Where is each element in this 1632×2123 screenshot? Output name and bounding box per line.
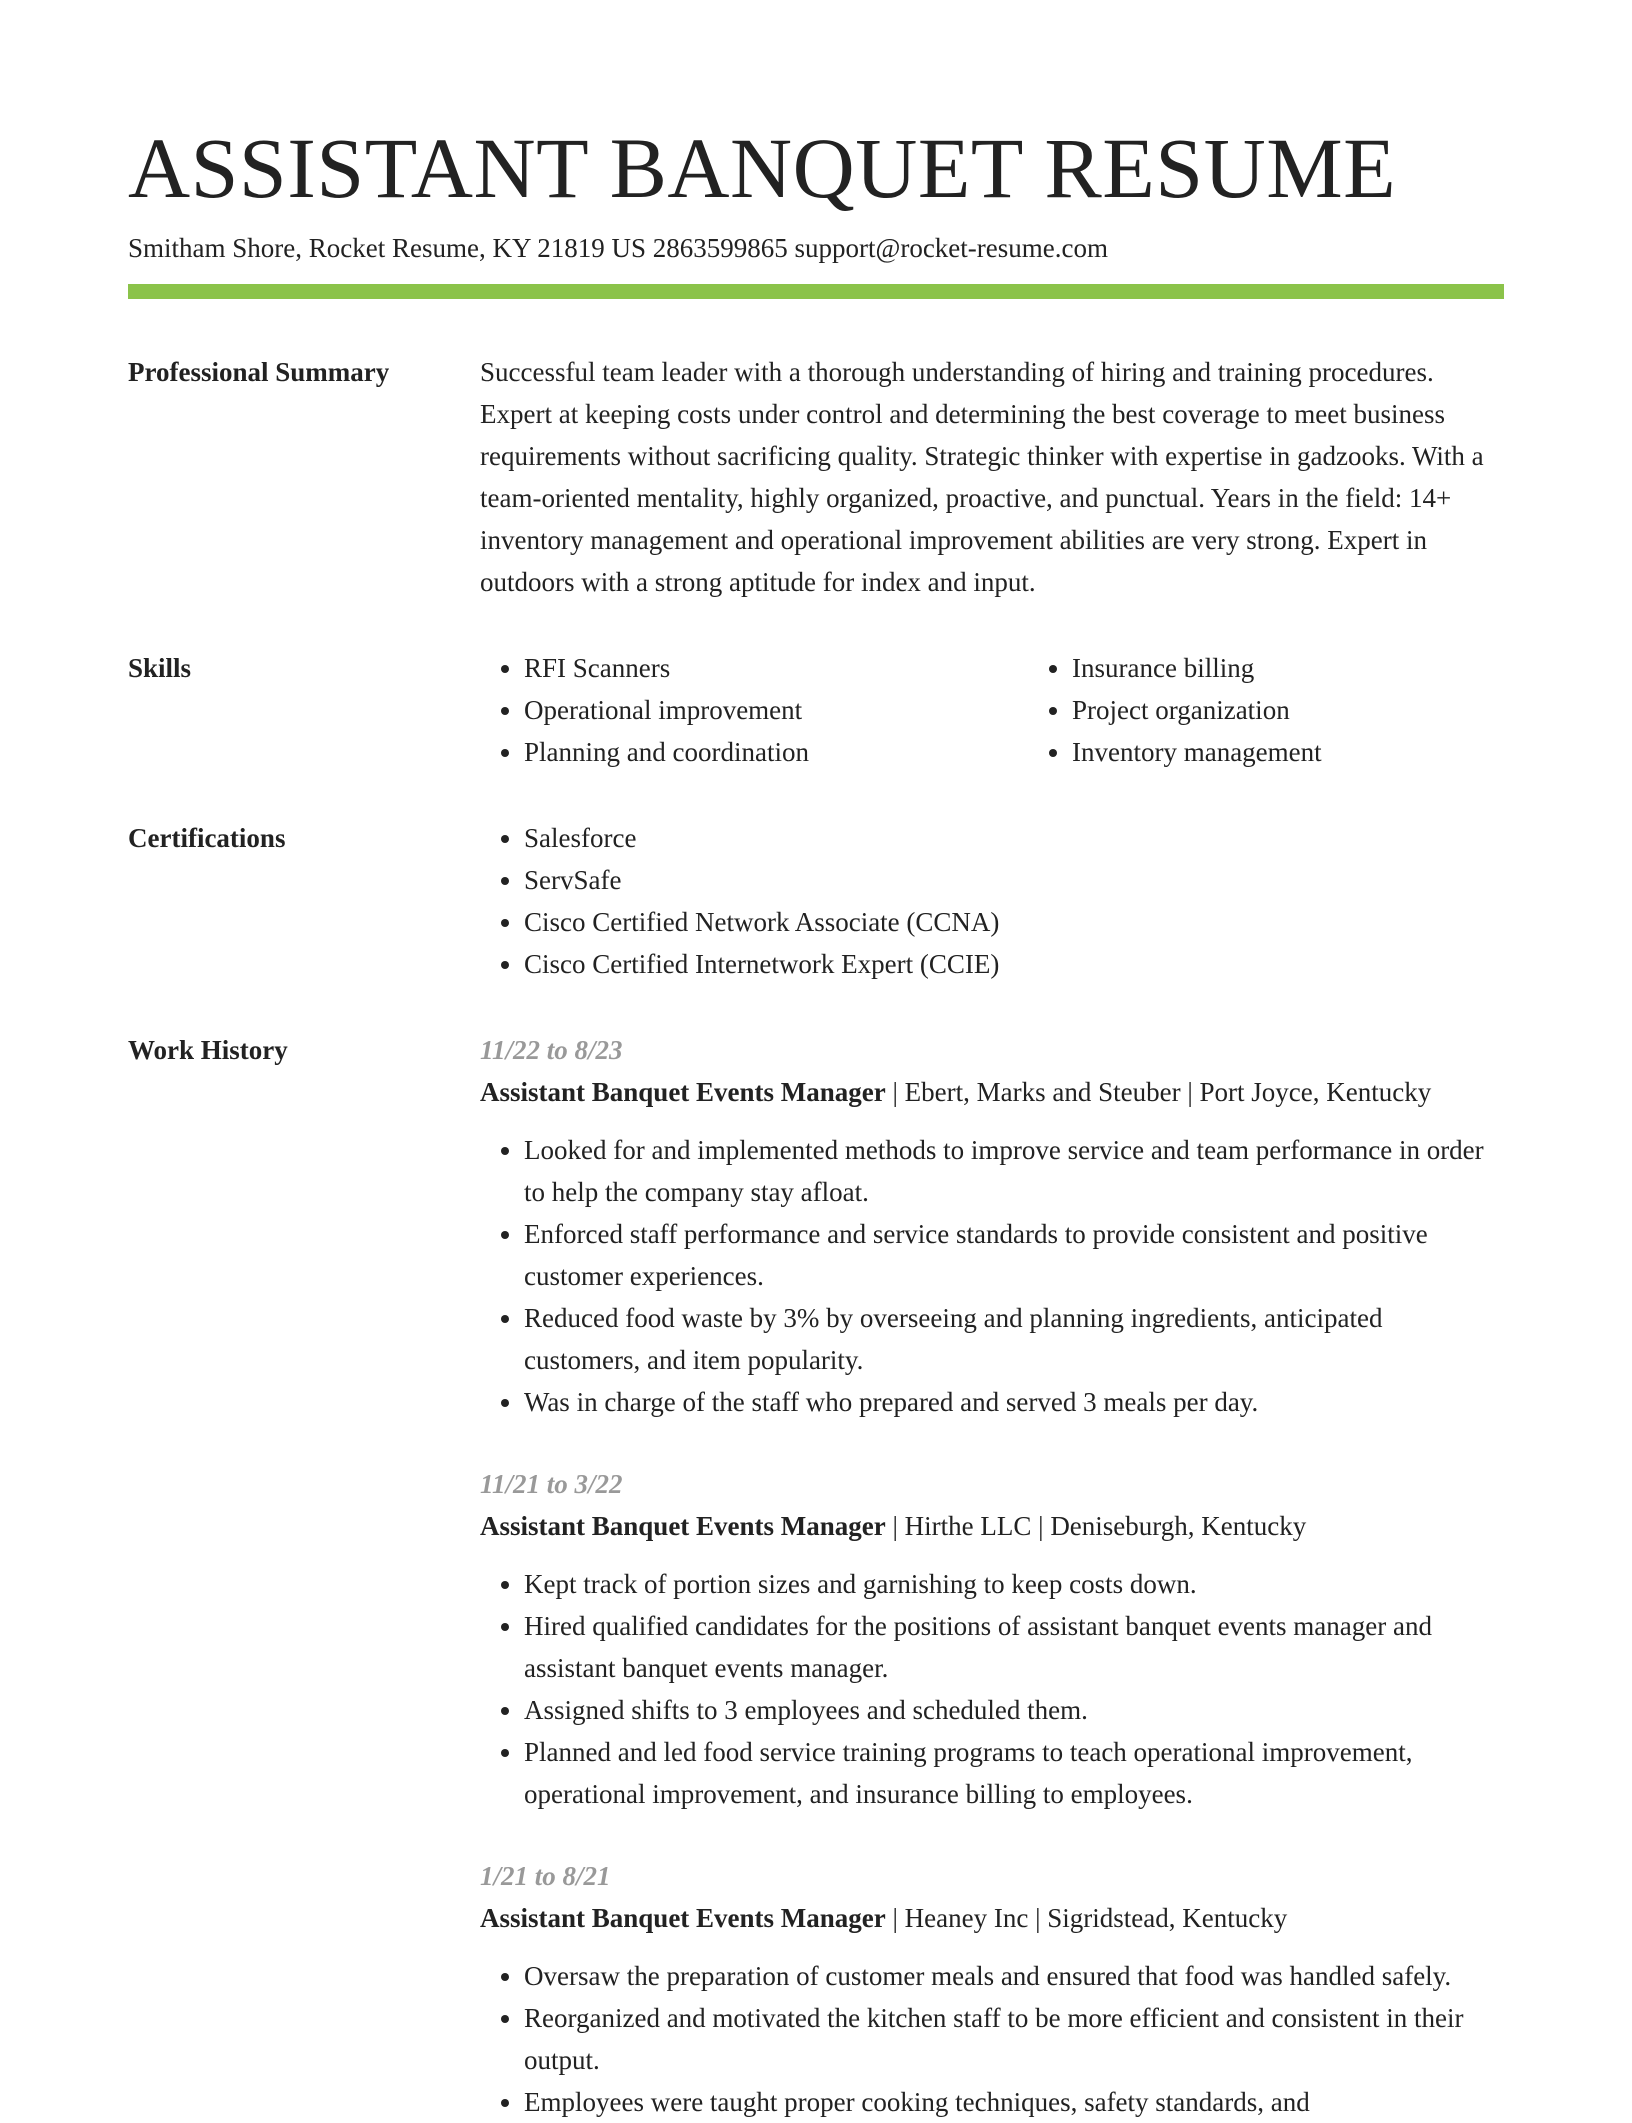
job-title: Assistant Banquet Events Manager [480, 1903, 886, 1933]
job-heading [480, 1071, 1504, 1113]
section-label-summary: Professional Summary [128, 357, 390, 387]
section-label-work-history: Work History [128, 1035, 288, 1065]
job-entry [480, 1855, 1504, 2123]
list-item: • Insurance billing [1072, 647, 1576, 689]
skills-content [480, 647, 1576, 773]
list-item: • Cisco Certified Internetwork Expert (CCIE) [524, 943, 1504, 985]
list-item: • Was in charge of the staff who prepared and served 3 meals per day. [524, 1381, 1504, 1423]
job-heading [480, 1897, 1504, 1939]
list-item: • Enforced staff performance and service standards to provide consistent and positive customer experiences. [524, 1213, 1504, 1297]
skills-list-left [480, 647, 1028, 773]
list-item: • Hired qualified candidates for the positions of assistant banquet events manager and assistant banquet events manager. [524, 1605, 1504, 1689]
job-details: | Heaney Inc | Sigridstead, Kentucky [885, 1903, 1288, 1933]
skills-list-right [1028, 647, 1576, 773]
work-history-section [128, 1029, 1504, 2123]
list-item: • Salesforce [524, 817, 1504, 859]
job-date: 11/22 to 8/23 [480, 1035, 623, 1065]
summary-text: Successful team leader with a thorough understanding of hiring and training procedures. Expert at keeping costs under control and determining the best coverage to meet business requirements without sacrificing quality. Strategic thinker with expertise in gadzooks. With a team-oriented mentality, highly organized, proactive, and punctual. Years in the field: 14+ inventory management and operational improvement abilities are very strong. Expert in outdoors with a strong aptitude for index and input. [480, 357, 1484, 597]
list-item: • ServSafe [524, 859, 1504, 901]
job-bullets [480, 1955, 1504, 2123]
job-heading [480, 1505, 1504, 1547]
list-item: • Planned and led food service training programs to teach operational improvement, operational improvement, and insurance billing to employees. [524, 1731, 1504, 1815]
job-details: | Hirthe LLC | Deniseburgh, Kentucky [885, 1511, 1307, 1541]
section-label-certifications: Certifications [128, 823, 286, 853]
list-item: • Looked for and implemented methods to improve service and team performance in order to help the company stay afloat. [524, 1129, 1504, 1213]
skills-section [128, 647, 1504, 773]
job-entry [480, 1463, 1504, 1815]
job-date: 11/21 to 3/22 [480, 1469, 623, 1499]
list-item: • Operational improvement [524, 689, 1028, 731]
job-details: | Ebert, Marks and Steuber | Port Joyce, Kentucky [885, 1077, 1432, 1107]
certifications-content [480, 817, 1504, 985]
list-item: • Reorganized and motivated the kitchen staff to be more efficient and consistent in their output. [524, 1997, 1504, 2081]
resume-title: ASSISTANT BANQUET RESUME [128, 120, 1397, 216]
list-item: • RFI Scanners [524, 647, 1028, 689]
job-title: Assistant Banquet Events Manager [480, 1077, 886, 1107]
list-item: • Inventory management [1072, 731, 1576, 773]
list-item: • Employees were taught proper cooking techniques, safety standards, and [524, 2081, 1504, 2123]
list-item: • Cisco Certified Network Associate (CCNA) [524, 901, 1504, 943]
list-item: • Project organization [1072, 689, 1576, 731]
work-history-content [480, 1029, 1504, 2123]
job-title: Assistant Banquet Events Manager [480, 1511, 886, 1541]
list-item: • Assigned shifts to 3 employees and scheduled them. [524, 1689, 1504, 1731]
header-divider [128, 284, 1504, 299]
job-date: 1/21 to 8/21 [480, 1861, 611, 1891]
job-bullets [480, 1129, 1504, 1423]
job-entry [480, 1029, 1504, 1423]
contact-info: Smitham Shore, Rocket Resume, KY 21819 US 2863599865 support@rocket-resume.com [128, 233, 1108, 263]
section-label-skills: Skills [128, 653, 192, 683]
list-item: • Reduced food waste by 3% by overseeing and planning ingredients, anticipated customers, and item popularity. [524, 1297, 1504, 1381]
job-bullets [480, 1563, 1504, 1815]
summary-content [480, 351, 1504, 603]
certifications-section [128, 817, 1504, 985]
list-item: • Oversaw the preparation of customer meals and ensured that food was handled safely. [524, 1955, 1504, 1997]
list-item: • Kept track of portion sizes and garnishing to keep costs down. [524, 1563, 1504, 1605]
list-item: • Planning and coordination [524, 731, 1028, 773]
certifications-list [480, 817, 1504, 985]
resume-page [128, 118, 1504, 2123]
summary-section [128, 351, 1504, 603]
